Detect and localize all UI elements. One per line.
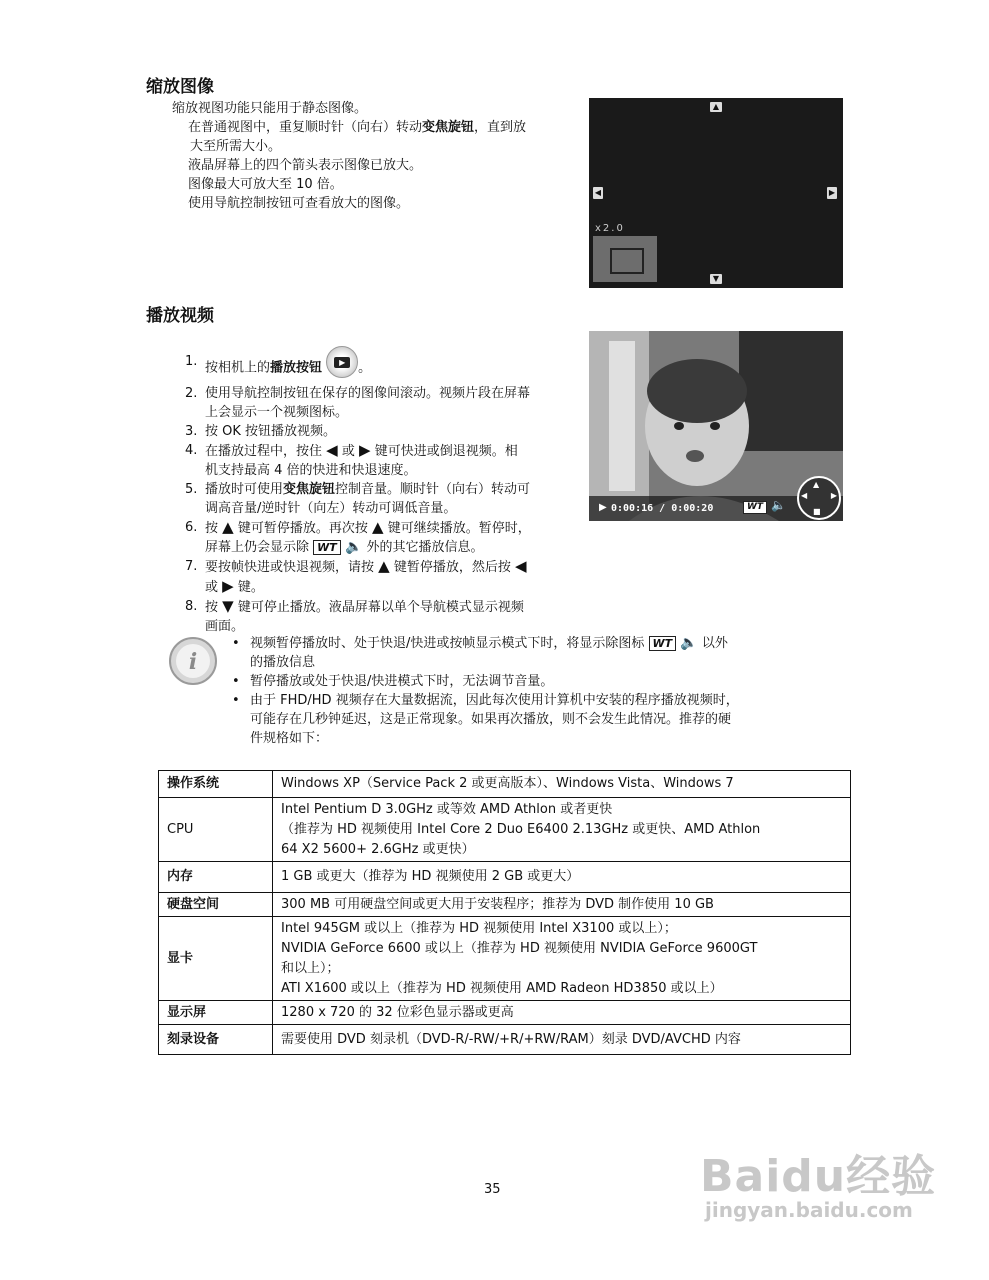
step-text: 要按帧快进或快退视频，请按 — [205, 560, 375, 575]
row-line: 1280 x 720 的 32 位彩色显示器或更高 — [281, 1004, 514, 1020]
zoom-line-3: 图像最大可放大至 10 倍。 — [188, 177, 343, 192]
arrow-up-icon: ▲ — [710, 102, 722, 112]
row-key: CPU — [159, 798, 273, 862]
bullet: • — [232, 674, 240, 689]
step-text-cont: 机支持最高 4 倍的快进和快退速度。 — [205, 463, 417, 478]
step-text-mid: 键可停止播放。液晶屏幕以单个导航模式显示视频 — [237, 600, 524, 615]
video-wt-badge: WT — [743, 501, 767, 514]
step-number: 6. — [185, 520, 198, 535]
table-row — [159, 862, 851, 893]
step-bold: 变焦旋钮 — [283, 482, 336, 497]
triangle-right-icon: ▶ — [359, 441, 371, 459]
note-text: 视频暂停播放时、处于快退/快进或按帧显示模式下时，将显示除图标 — [250, 636, 645, 651]
speaker-icon: 🔈 — [344, 539, 363, 555]
note-text: 由于 FHD/HD 视频存在大量数据流，因此每次使用计算机中安装的程序播放视频时， — [250, 693, 739, 708]
step-text-end: 键。 — [237, 580, 264, 595]
step-number: 4. — [185, 443, 198, 458]
row-line: Windows XP（Service Pack 2 或更高版本）、Windows Vista、Windows 7 — [281, 776, 734, 791]
video-timecode: 0:00:16 / 0:00:20 — [611, 503, 714, 514]
step-2 — [185, 384, 575, 422]
step-text-mid: 键暂停播放，然后按 — [393, 560, 511, 575]
table-row — [159, 798, 851, 862]
watermark-url: jingyan.baidu.com — [705, 1198, 913, 1222]
triangle-left-icon: ◀ — [515, 557, 527, 575]
step-text-cont: 上会显示一个视频图标。 — [205, 405, 349, 420]
row-line: 和以上）； — [281, 960, 340, 976]
video-steps-list — [185, 352, 575, 636]
row-line: 64 X2 5600+ 2.6GHz 或更快） — [281, 841, 475, 857]
video-speaker-icon: 🔈 — [771, 498, 786, 512]
step-text-cont: 屏幕上仍会显示除 — [205, 540, 310, 555]
step-text-mid2: 键可继续播放。暂停时， — [387, 521, 531, 536]
step-number: 7. — [185, 559, 198, 574]
row-value — [273, 798, 851, 862]
table-row — [159, 893, 851, 917]
table-row — [159, 1001, 851, 1025]
zoom-minimap-viewport — [610, 248, 644, 274]
zoom-line-1c: ，直到放 — [474, 120, 527, 135]
step-text: 按 — [205, 521, 219, 536]
step-text-or: 或 — [341, 444, 355, 459]
video-lcd-screenshot — [589, 331, 843, 521]
info-note-icon — [168, 636, 218, 686]
triangle-up-icon: ▲ — [378, 557, 390, 575]
play-button-icon: ▶ — [326, 346, 358, 378]
row-line: （推荐为 HD 视频使用 Intel Core 2 Duo E6400 2.13GHz 或更快、AMD Athlon — [281, 821, 761, 837]
row-key: 硬盘空间 — [159, 893, 273, 917]
zoom-line-1a: 在普通视图中，重复顺时针（向右）转动 — [188, 120, 423, 135]
step-3 — [185, 422, 575, 441]
page-number: 35 — [484, 1182, 501, 1197]
step-number: 3. — [185, 424, 198, 439]
zoom-minimap — [593, 236, 657, 282]
note-text-cont: 可能存在几秒钟延迟，这是正常现象。如果再次播放，则不会发生此情况。推荐的硬 — [250, 712, 732, 727]
row-value — [273, 862, 851, 893]
step-number: 5. — [185, 482, 198, 497]
step-text-mid: 键可暂停播放。再次按 — [237, 521, 368, 536]
step-text: 按 OK 按钮播放视频。 — [205, 424, 337, 439]
section-title-video: 播放视频 — [146, 306, 214, 326]
row-line: Intel Pentium D 3.0GHz 或等效 AMD Athlon 或者更快 — [281, 801, 613, 817]
section-title-zoom: 缩放图像 — [146, 77, 214, 97]
bullet: • — [232, 693, 240, 708]
zoom-line-1b: 变焦旋钮 — [422, 120, 475, 135]
step-text: 播放时可使用 — [205, 482, 284, 497]
table-row — [159, 1025, 851, 1055]
note-text-cont: 的播放信息 — [250, 655, 316, 670]
row-value — [273, 1001, 851, 1025]
arrow-down-icon: ▼ — [710, 274, 722, 284]
row-line: 1 GB 或更大（推荐为 HD 视频使用 2 GB 或更大） — [281, 869, 580, 884]
wt-badge: WT — [313, 540, 341, 555]
step-number: 1. — [185, 354, 198, 369]
notes-list — [228, 634, 845, 748]
step-1 — [185, 352, 575, 384]
note-item — [228, 691, 845, 748]
row-key: 操作系统 — [159, 771, 273, 798]
play-indicator-icon: ▶ — [599, 502, 607, 513]
triangle-up-icon: ▲ — [372, 518, 384, 536]
video-nav-dial-icon: ▲ ◀ ▶ ■ — [797, 476, 841, 520]
table-row — [159, 917, 851, 1001]
wt-badge: WT — [649, 636, 677, 651]
step-number: 8. — [185, 599, 198, 614]
step-5 — [185, 480, 575, 518]
note-text: 暂停播放或处于快退/快进模式下时，无法调节音量。 — [250, 674, 554, 689]
table-row — [159, 771, 851, 798]
triangle-right-icon: ▶ — [222, 577, 234, 595]
row-value — [273, 771, 851, 798]
row-value — [273, 1025, 851, 1055]
zoom-line-4: 使用导航控制按钮可查看放大的图像。 — [188, 196, 410, 211]
triangle-left-icon: ◀ — [326, 441, 338, 459]
zoom-line-1d: 大至所需大小。 — [190, 139, 282, 154]
row-value — [273, 917, 851, 1001]
arrow-left-icon: ◀ — [594, 188, 602, 197]
step-6 — [185, 518, 575, 557]
triangle-up-icon: ▲ — [222, 518, 234, 536]
step-bold: 播放按钮 — [270, 360, 323, 376]
svg-text:i: i — [188, 649, 198, 675]
note-text-tail: 以外 — [701, 636, 728, 651]
row-line: Intel 945GM 或以上（推荐为 HD 视频使用 Intel X3100 或以上）； — [281, 920, 677, 936]
speaker-icon: 🔈 — [680, 635, 698, 651]
step-text: 在播放过程中，按住 — [205, 444, 323, 459]
triangle-down-icon: ▼ — [222, 597, 234, 615]
row-key: 显卡 — [159, 917, 273, 1001]
system-requirements-table — [158, 770, 851, 1055]
zoom-text-block — [172, 99, 582, 213]
row-value — [273, 893, 851, 917]
step-text-cont: 调高音量/逆时针（向左）转动可调低音量。 — [205, 501, 457, 516]
row-key: 刻录设备 — [159, 1025, 273, 1055]
row-line: NVIDIA GeForce 6600 或以上（推荐为 HD 视频使用 NVIDIA GeForce 9600GT — [281, 940, 758, 956]
zoom-lcd-screenshot — [589, 98, 843, 288]
step-text-mid: 键可快进或倒退视频。相 — [374, 444, 518, 459]
row-line: 300 MB 可用硬盘空间或更大用于安装程序；推荐为 DVD 制作使用 10 GB — [281, 896, 714, 912]
step-text-end: 外的其它播放信息。 — [366, 540, 484, 555]
zoom-factor-label: x2.0 — [595, 223, 625, 234]
zoom-line-2: 液晶屏幕上的四个箭头表示图像已放大。 — [188, 158, 423, 173]
note-text-cont2: 件规格如下： — [250, 731, 329, 746]
step-text-end: 。 — [358, 360, 372, 376]
step-text: 按 — [205, 600, 219, 615]
note-item — [228, 672, 845, 691]
step-4 — [185, 441, 575, 480]
row-line: ATI X1600 或以上（推荐为 HD 视频使用 AMD Radeon HD3850 或以上） — [281, 980, 723, 996]
step-text: 使用导航控制按钮在保存的图像间滚动。视频片段在屏幕 — [205, 386, 531, 401]
note-item — [228, 634, 845, 672]
zoom-line-1 — [172, 118, 582, 137]
arrow-right-icon: ▶ — [828, 188, 836, 197]
zoom-intro: 缩放视图功能只能用于静态图像。 — [172, 101, 368, 116]
step-7 — [185, 557, 575, 597]
step-text-mid: 控制音量。顺时针（向右）转动可 — [335, 482, 531, 497]
row-line: 需要使用 DVD 刻录机（DVD-R/-RW/+R/+RW/RAM）刻录 DVD/AVCHD 内容 — [281, 1031, 741, 1047]
row-key: 内存 — [159, 862, 273, 893]
row-key: 显示屏 — [159, 1001, 273, 1025]
step-number: 2. — [185, 386, 198, 401]
step-text: 按相机上的 — [205, 360, 271, 376]
step-text-cont: 画面。 — [205, 619, 245, 634]
step-text-or: 或 — [205, 580, 219, 595]
watermark-logo: Baidu经验 — [700, 1151, 937, 1202]
bullet: • — [232, 636, 240, 651]
step-8 — [185, 597, 575, 636]
